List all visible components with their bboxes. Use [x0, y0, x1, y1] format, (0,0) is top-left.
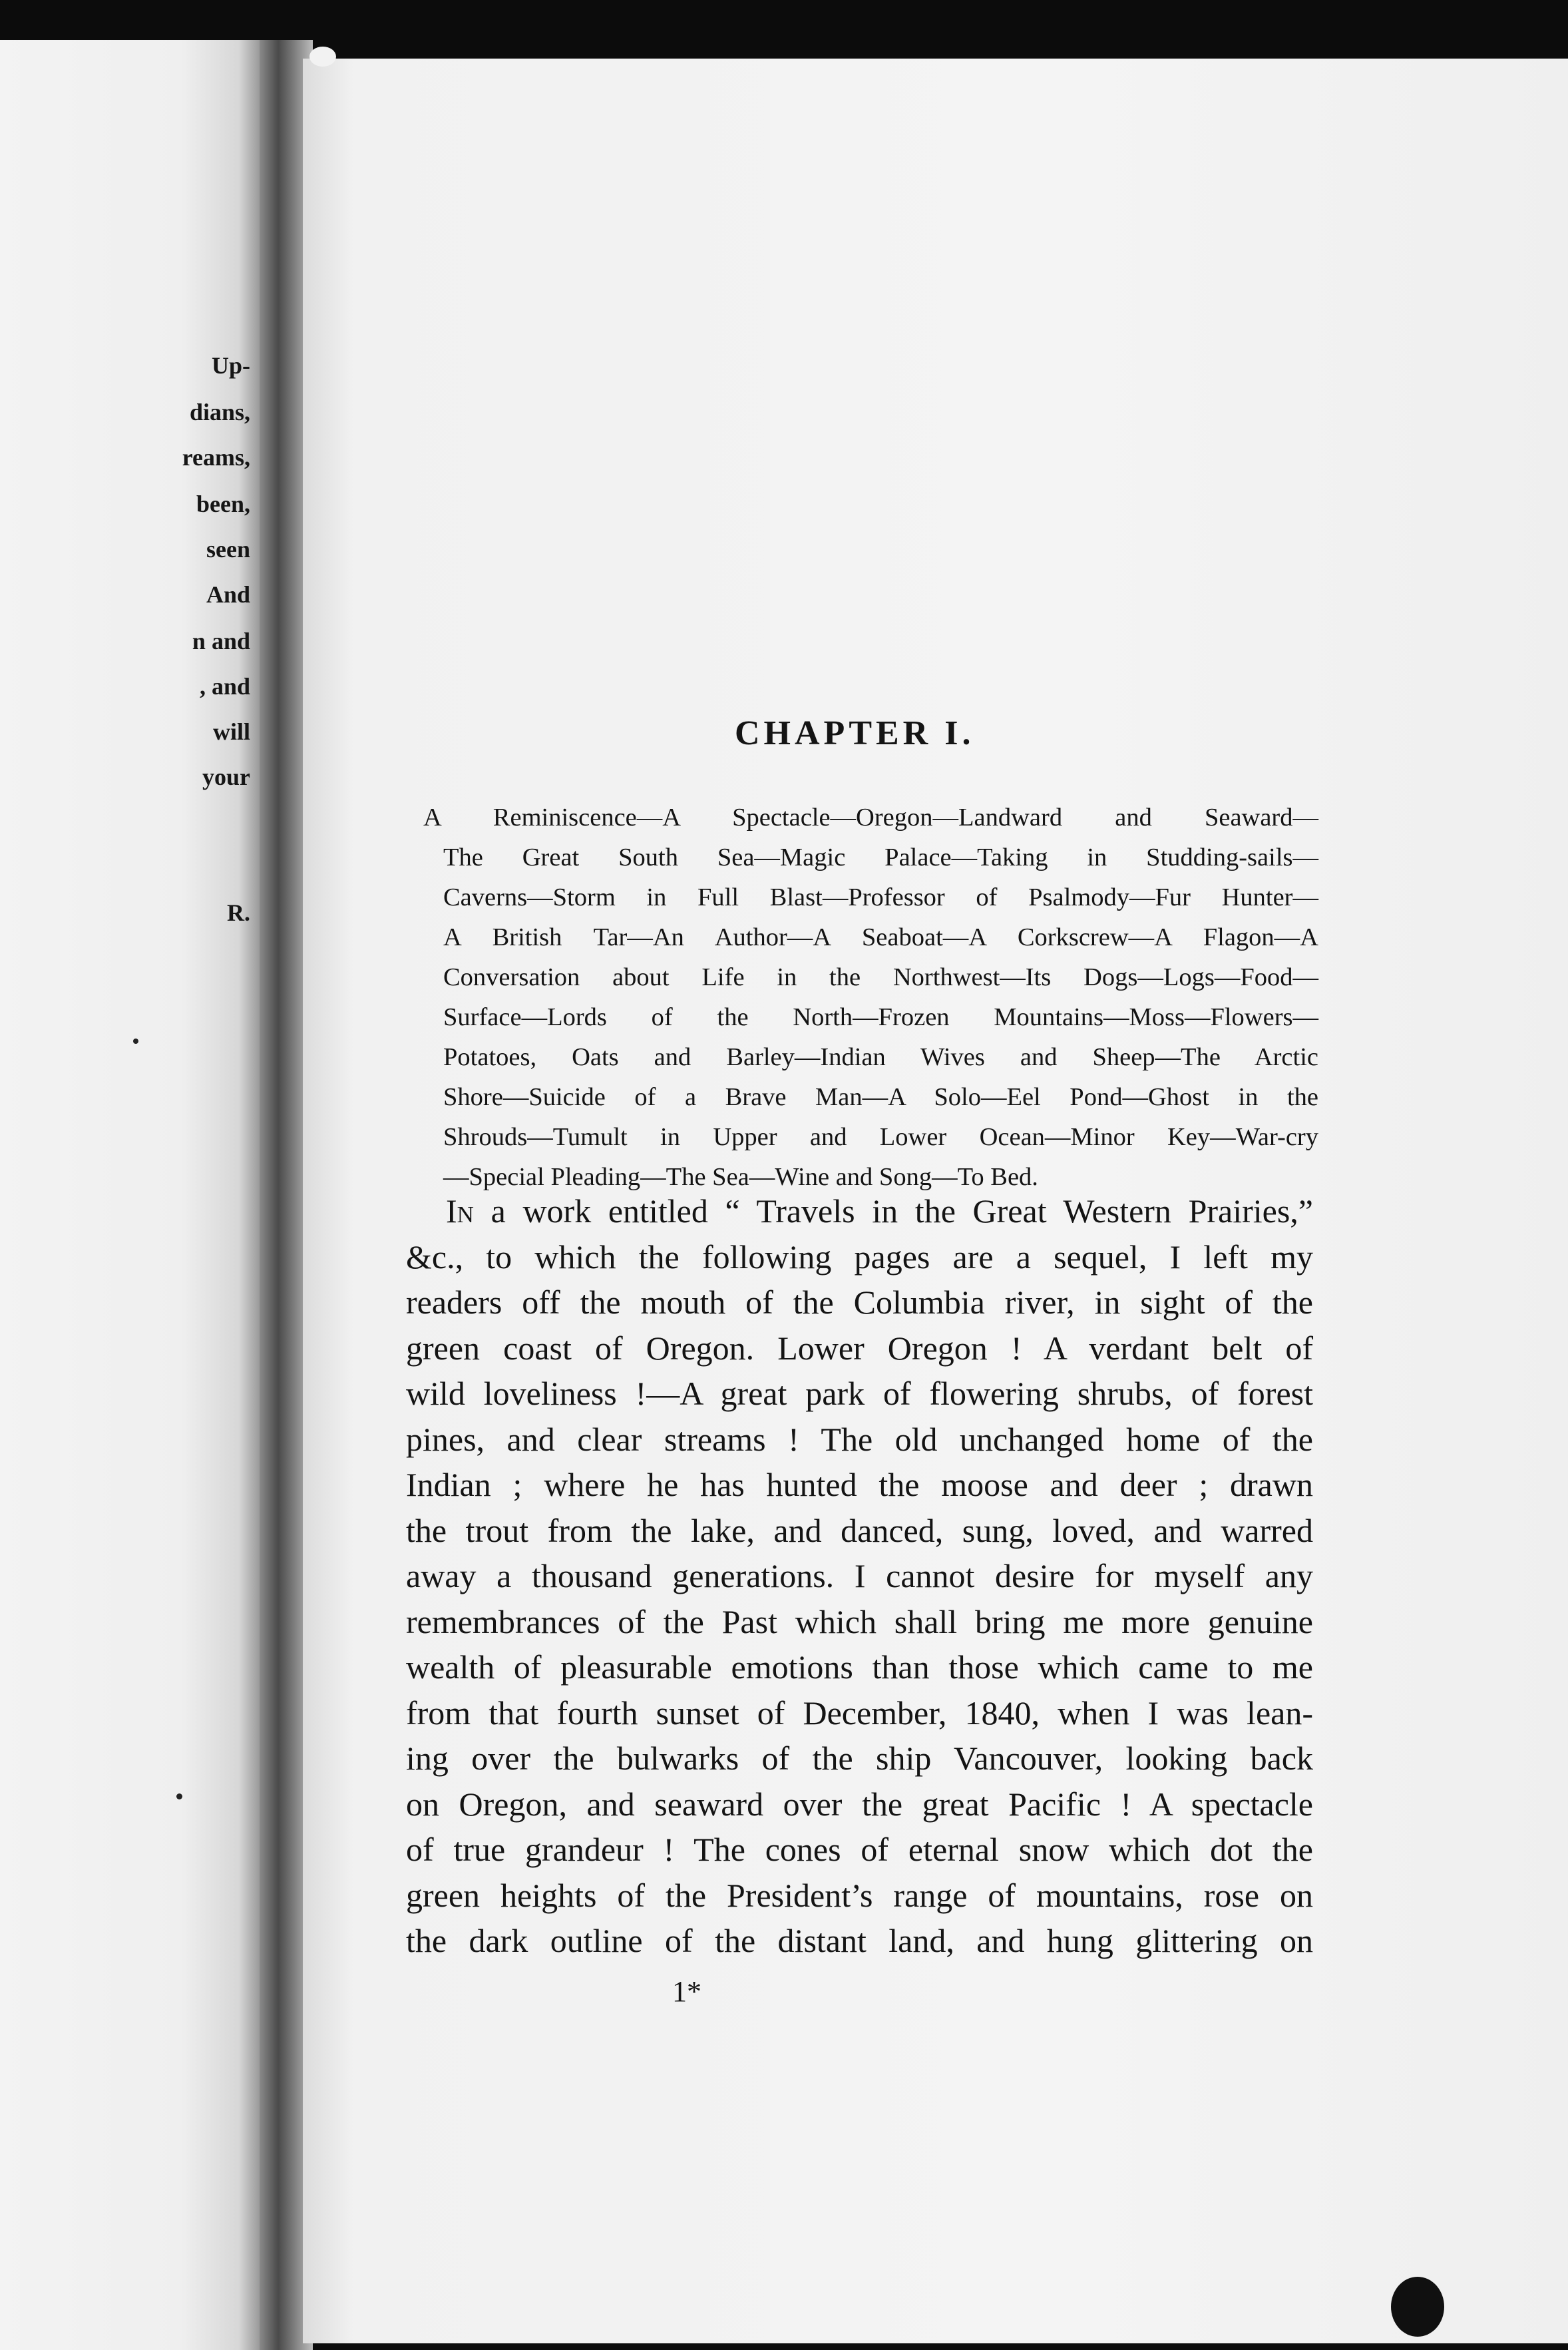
- left-page-line: been,: [196, 491, 250, 517]
- body-line: [406, 1188, 1313, 1234]
- synopsis-line: Potatoes, Oats and Barley—Indian Wives and Sheep—The Arctic: [443, 1043, 1318, 1071]
- synopsis-line: A Reminiscence—A Spectacle—Oregon—Landward and Seaward—: [423, 804, 1318, 831]
- body-line: remembrances of the Past which shall bring me more genuine: [406, 1602, 1313, 1640]
- synopsis-line: Conversation about Life in the Northwest—Its Dogs—Logs—Food—: [443, 963, 1318, 991]
- chapter-synopsis: [423, 798, 1318, 1197]
- left-page-line: reams,: [182, 444, 250, 471]
- body-line: ing over the bulwarks of the ship Vancouver, looking back: [406, 1740, 1313, 1777]
- scan-speck: [309, 47, 336, 67]
- body-line: from that fourth sunset of December, 1840, when I was lean-: [406, 1694, 1313, 1732]
- chapter-heading: CHAPTER I.: [735, 714, 975, 752]
- body-paragraph: [406, 1188, 1313, 1964]
- body-line: green coast of Oregon. Lower Oregon ! A verdant belt of: [406, 1329, 1313, 1367]
- body-line: the trout from the lake, and danced, sung, loved, and warred: [406, 1511, 1313, 1549]
- body-line: green heights of the President’s range of mountains, rose on: [406, 1876, 1313, 1914]
- left-facing-page: [0, 40, 260, 2350]
- signature-mark: 1*: [672, 1975, 701, 2008]
- synopsis-line: Caverns—Storm in Full Blast—Professor of Psalmody—Fur Hunter—: [443, 883, 1318, 911]
- scan-speck: [133, 1039, 138, 1044]
- synopsis-line: A British Tar—An Author—A Seaboat—A Corkscrew—A Flagon—A: [443, 923, 1318, 951]
- body-line: the dark outline of the distant land, and hung glittering on: [406, 1922, 1313, 1959]
- body-line: pines, and clear streams ! The old unchanged home of the: [406, 1420, 1313, 1458]
- synopsis-line: Shore—Suicide of a Brave Man—A Solo—Eel Pond—Ghost in the: [443, 1083, 1318, 1111]
- left-page-line: your: [202, 764, 250, 790]
- synopsis-line: Surface—Lords of the North—Frozen Mountains—Moss—Flowers—: [443, 1003, 1318, 1031]
- body-line: of true grandeur ! The cones of eternal snow which dot the: [406, 1831, 1313, 1868]
- body-line: &c., to which the following pages are a sequel, I left my: [406, 1238, 1313, 1276]
- left-page-line: will: [212, 718, 250, 745]
- body-line-text: a work entitled “ Travels in the Great Western Prairies,”: [473, 1192, 1313, 1230]
- body-line: away a thousand generations. I cannot desire for myself any: [406, 1557, 1313, 1594]
- body-line: Indian ; where he has hunted the moose and deer ; drawn: [406, 1466, 1313, 1503]
- body-line: on Oregon, and seaward over the great Pacific ! A spectacle: [406, 1785, 1313, 1823]
- left-page-line: Up-: [211, 352, 250, 379]
- body-line: wild loveliness !—A great park of flowering shrubs, of forest: [406, 1375, 1313, 1412]
- synopsis-line: Shrouds—Tumult in Upper and Lower Ocean—Minor Key—War-cry: [443, 1123, 1318, 1151]
- opening-word: In: [446, 1192, 474, 1230]
- left-page-line: And: [206, 581, 250, 608]
- left-page-line: dians,: [189, 399, 250, 425]
- left-page-line: n and: [192, 628, 250, 654]
- synopsis-line: The Great South Sea—Magic Palace—Taking in Studding-sails—: [443, 843, 1318, 871]
- left-page-line: , and: [199, 673, 250, 700]
- body-line: readers off the mouth of the Columbia river, in sight of the: [406, 1284, 1313, 1321]
- left-page-line: R.: [227, 899, 250, 926]
- left-page-line: seen: [206, 536, 250, 563]
- scan-speck: [1391, 2277, 1444, 2337]
- body-line: wealth of pleasurable emotions than those which came to me: [406, 1648, 1313, 1686]
- synopsis-line: —Special Pleading—The Sea—Wine and Song—To Bed.: [443, 1163, 1038, 1191]
- scan-speck: [176, 1793, 182, 1799]
